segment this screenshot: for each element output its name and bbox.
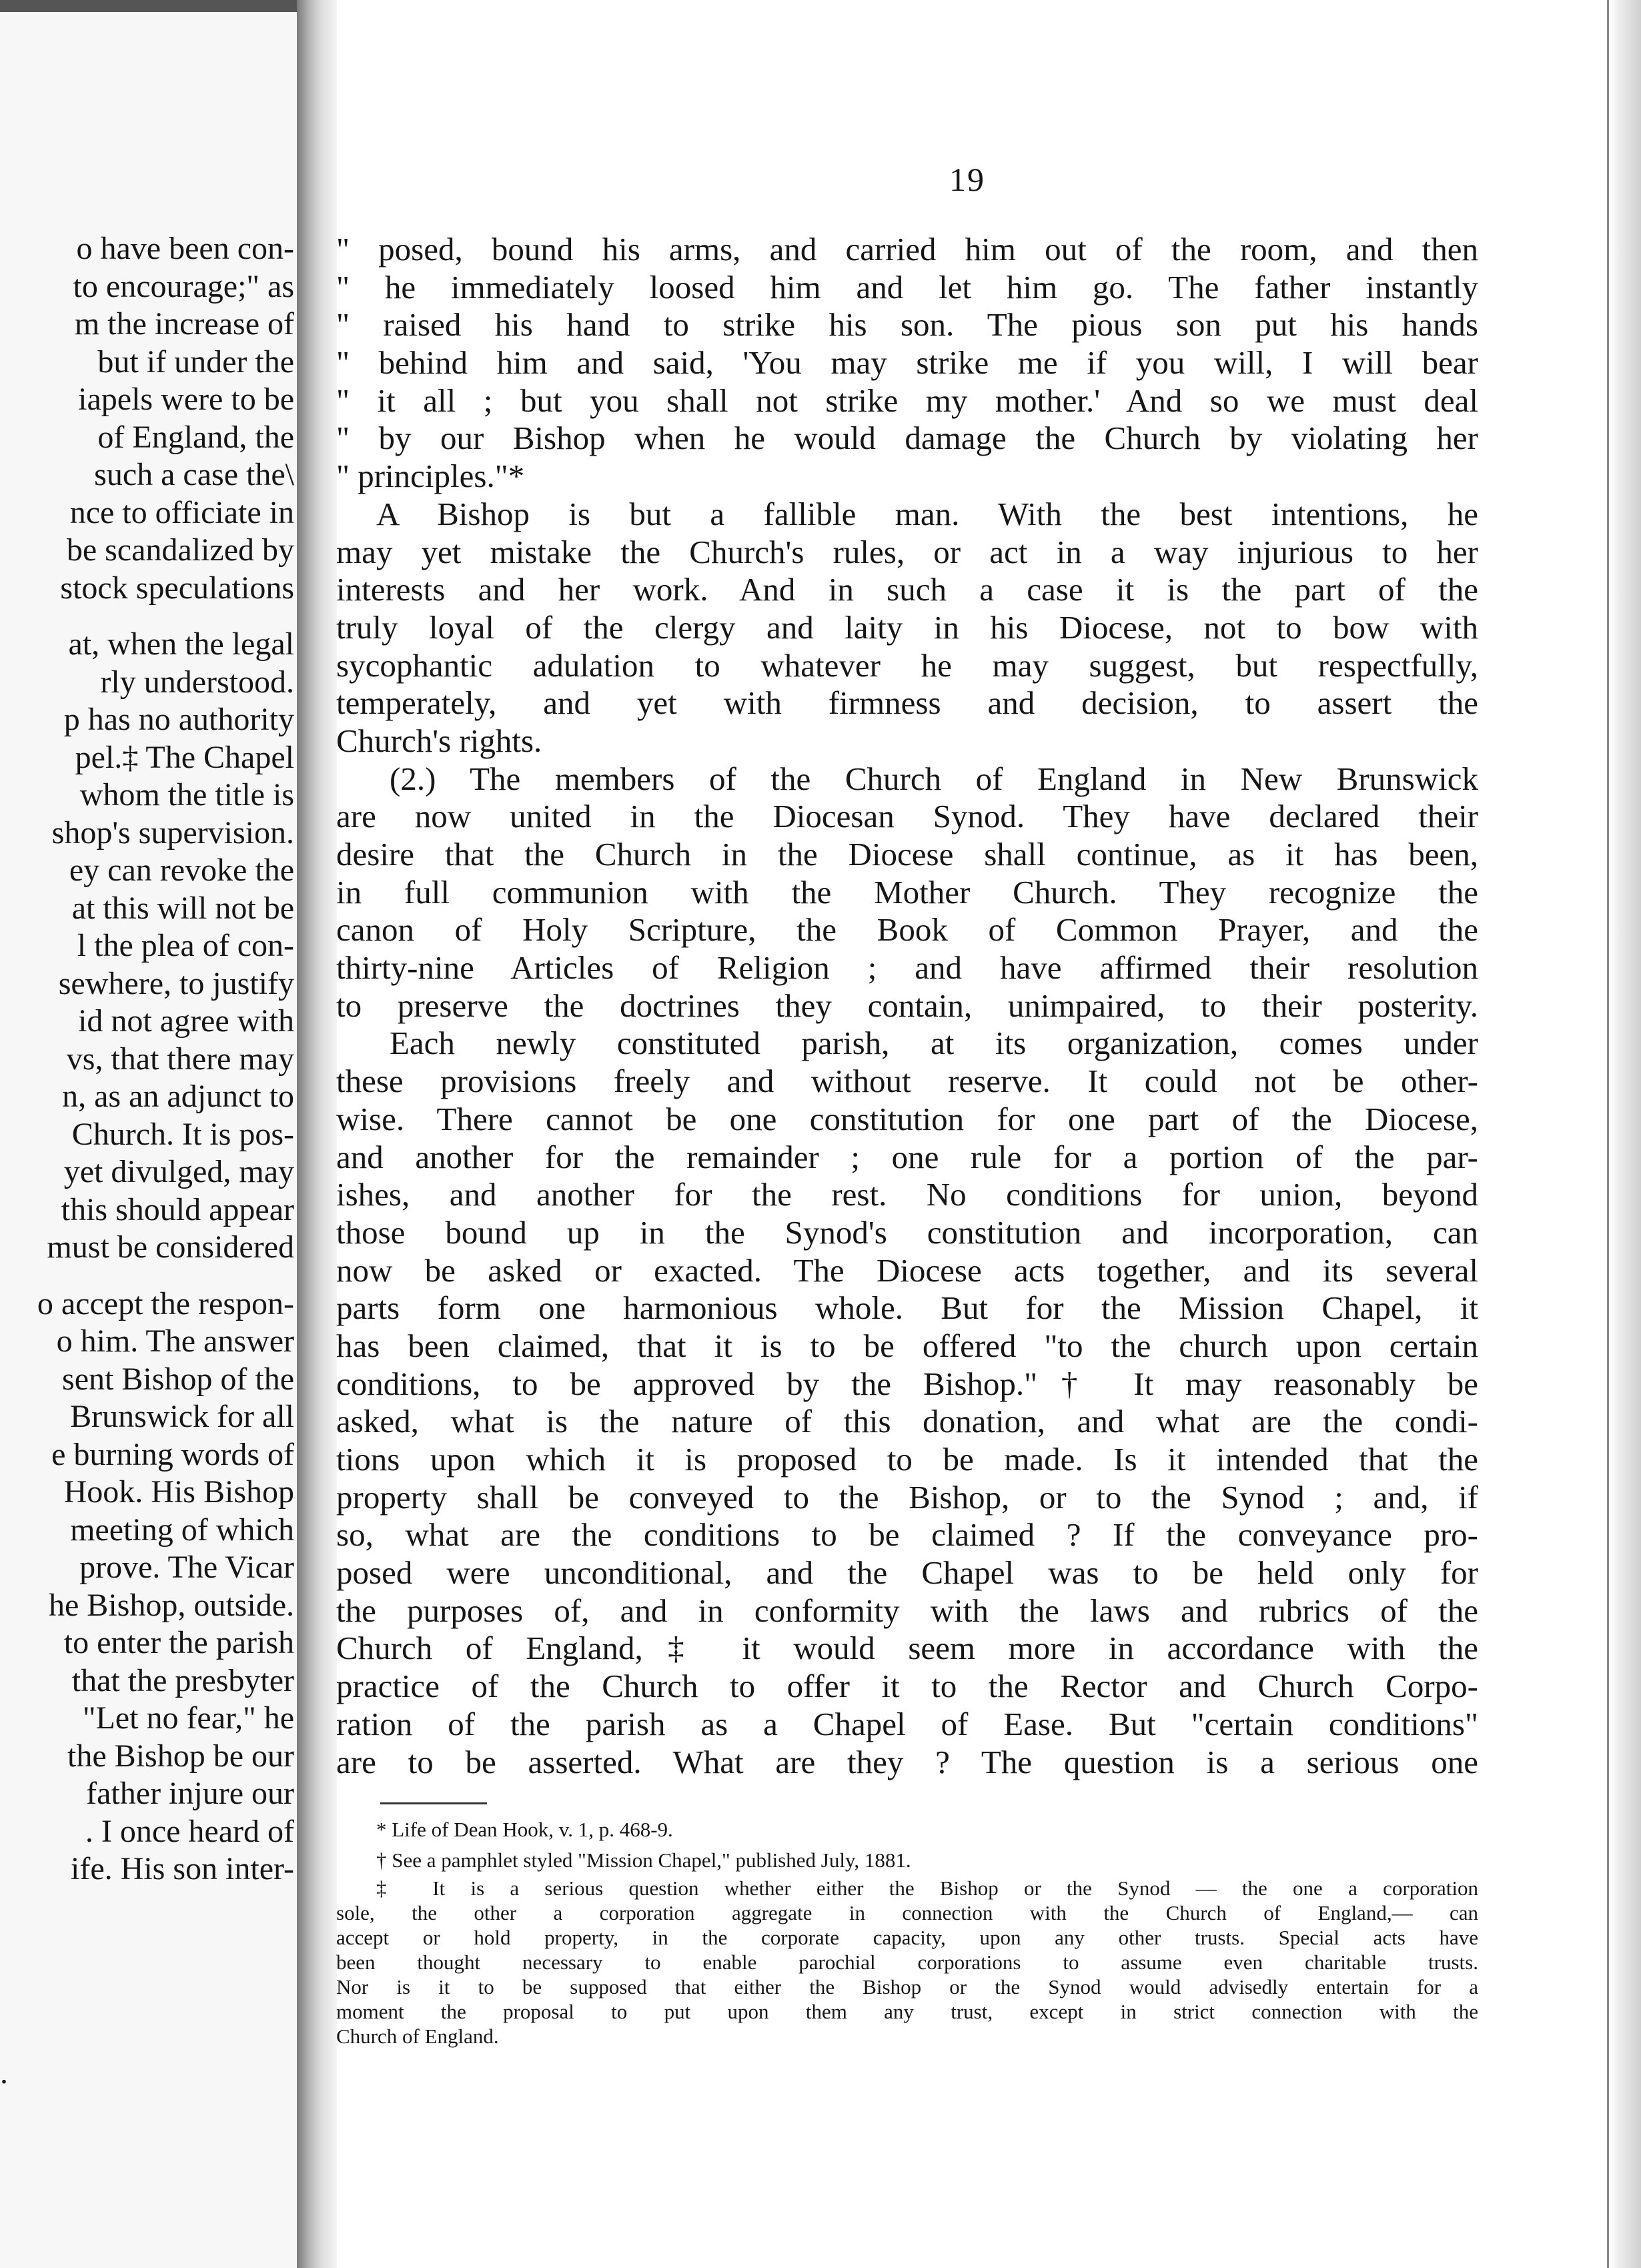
page-number: 19 [949,161,985,198]
text-line: " by our Bishop when he would damage the Church by violating her [336,420,1478,457]
left-line: but if under the [97,344,294,380]
text-line: these provisions freely and without reserve. It could not be other- [336,1063,1478,1100]
text-line: Church of England,‡ it would seem more in accordance with the [336,1630,1478,1667]
left-line: n, as an adjunct to [62,1079,294,1114]
left-line: "Let no fear," he [82,1700,294,1736]
left-line: iapels were to be [78,382,294,417]
page-edge-shadow [0,0,297,12]
footnote: † See a pamphlet styled "Mission Chapel," published July, 1881. [376,1848,911,1872]
text-line: parts form one harmonious whole. But for the Mission Chapel, it [336,1289,1478,1327]
left-line: Hook. His Bishop [63,1474,294,1510]
left-line: m the increase of [74,306,294,342]
text-line: interests and her work. And in such a case it is the part of the [336,571,1478,608]
text-line: canon of Holy Scripture, the Book of Common Prayer, and the [336,911,1478,949]
left-line: shop's supervision. [51,814,294,851]
text-line: those bound up in the Synod's constitution and incorporation, can [336,1213,1478,1251]
text-line: in full communion with the Mother Church. They recognize the [336,873,1478,911]
left-line: whom the title is [79,777,294,812]
left-facing-page [0,0,297,2268]
left-page-mark: . [0,2055,8,2091]
left-line: o accept the respon- [37,1285,294,1321]
text-line: ishes, and another for the rest. No conditions for union, beyond [336,1176,1478,1213]
text-line: tions upon which it is proposed to be made. Is it intended that the [336,1441,1478,1478]
text-line: Church's rights. [336,722,542,759]
left-line: sewhere, to justify [58,965,294,1001]
text-line: asked, what is the nature of this donation, and what are the condi- [336,1403,1478,1440]
text-line: practice of the Church to offer it to the Rector and Church Corpo- [336,1668,1478,1705]
left-line: to encourage;" as [73,268,294,304]
left-line: stock speculations [60,570,294,606]
text-line: " behind him and said, 'You may strike me if you will, I will bear [336,344,1478,382]
text-line: truly loyal of the clergy and laity in his Diocese, not to bow with [336,608,1478,646]
left-line: sent Bishop of the [62,1361,294,1397]
left-line: Church. It is pos- [71,1116,294,1152]
left-line: prove. The Vicar [79,1550,294,1585]
footnote-line: been thought necessary to enable parochial corporations to assume even charitable trusts. [336,1950,1478,1974]
page-right-edge [1607,0,1641,2268]
left-line: be scandalized by [66,532,294,568]
text-line: " posed, bound his arms, and carried him out of the room, and then [336,231,1478,267]
left-line: of England, the [97,419,294,455]
left-line: at this will not be [71,890,294,926]
left-line: l the plea of con- [77,928,294,963]
footnotes [336,1814,1478,2049]
left-line: nce to officiate in [69,494,294,530]
main-page [334,0,1601,2268]
text-line: property shall be conveyed to the Bishop, or to the Synod ; and, if [336,1478,1478,1516]
left-page-text [0,230,294,1888]
left-line: ey can revoke the [69,853,294,888]
left-line: o have been con- [76,231,294,266]
left-line: the Bishop be our [67,1738,294,1774]
text-line: the purposes of, and in conformity with the laws and rubrics of the [336,1592,1478,1629]
text-line: to preserve the doctrines they contain, unimpaired, to their posterity. [336,987,1478,1024]
left-line: that the presbyter [71,1662,294,1698]
text-line: " raised his hand to strike his son. The pious son put his hands [336,306,1478,344]
left-line-gap [0,607,294,626]
footnote: * Life of Dean Hook, v. 1, p. 468-9. [376,1818,673,1841]
left-line: e burning words of [51,1436,294,1472]
footnote: ‡ It is a serious question whether either the Bishop or the Synod — the one a corporation [376,1876,1478,1900]
left-line: meeting of which [70,1512,294,1548]
left-line: Brunswick for all [70,1399,294,1434]
left-line: ife. His son inter- [71,1851,294,1886]
left-line: he Bishop, outside. [49,1587,294,1623]
text-line: and another for the remainder ; one rule for a portion of the par- [336,1138,1478,1175]
left-line: id not agree with [78,1003,294,1039]
text-line: has been claimed, that it is to be offered "to the church upon certain [336,1327,1478,1364]
left-line: p has no authority [63,702,294,737]
text-line: " he immediately loosed him and let him go. The father instantly [336,268,1478,306]
footnote-line: sole, the other a corporation aggregate in connection with the Church of England,— can [336,1901,1478,1924]
paragraph-start: A Bishop is but a fallible man. With the best intentions, he [376,495,1478,532]
left-line-gap [0,1267,294,1285]
left-line: this should appear [61,1191,294,1227]
text-line: conditions, to be approved by the Bishop."† It may reasonably be [336,1365,1478,1402]
text-line: now be asked or exacted. The Diocese acts together, and its several [336,1251,1478,1289]
body-text [336,231,1478,1781]
footnote-line: accept or hold property, in the corporate capacity, upon any other trusts. Special acts have [336,1926,1478,1949]
left-line: pel.‡ The Chapel [75,739,294,775]
left-line: to enter the parish [63,1625,294,1660]
paragraph-start: Each newly constituted parish, at its organization, comes under [390,1025,1478,1062]
left-line: at, when the legal [68,626,294,662]
binding-gutter [297,0,337,2268]
text-line: ration of the parish as a Chapel of Ease. But "certain conditions" [336,1705,1478,1742]
left-line: must be considered [47,1229,294,1265]
footnote-line: moment the proposal to put upon them any trust, except in strict connection with the [336,2000,1478,2023]
text-line: may yet mistake the Church's rules, or act in a way injurious to her [336,533,1478,570]
text-line: thirty-nine Articles of Religion ; and have affirmed their resolution [336,949,1478,987]
left-line: rly understood. [100,664,294,700]
text-line: are now united in the Diocesan Synod. They have declared their [336,798,1478,835]
footnote-line: Church of England. [336,2025,499,2048]
footnote-line: Nor is it to be supposed that either the Bishop or the Synod would advisedly entertain for a [336,1975,1478,1999]
text-line: are to be asserted. What are they ? The question is a serious one [336,1743,1478,1780]
left-line: vs, that there may [66,1041,294,1077]
footnote-divider [380,1802,487,1804]
left-line: such a case the\ [94,457,294,492]
text-line: sycophantic adulation to whatever he may suggest, but respectfully, [336,646,1478,684]
text-line: temperately, and yet with firmness and decision, to assert the [336,684,1478,722]
text-line: " it all ; but you shall not strike my mother.' And so we must deal [336,382,1478,419]
left-line: father injure our [86,1776,294,1811]
text-line: " principles."* [336,458,525,495]
paragraph-start: (2.) The members of the Church of England in New Brunswick [390,760,1478,797]
text-line: wise. There cannot be one constitution for one part of the Diocese, [336,1100,1478,1137]
left-line: yet divulged, may [63,1154,294,1189]
text-line: desire that the Church in the Diocese shall continue, as it has been, [336,836,1478,873]
text-line: posed were unconditional, and the Chapel was to be held only for [336,1554,1478,1592]
text-line: so, what are the conditions to be claimed ? If the conveyance pro- [336,1516,1478,1554]
left-line: . I once heard of [85,1813,294,1849]
left-line: o him. The answer [56,1323,294,1359]
